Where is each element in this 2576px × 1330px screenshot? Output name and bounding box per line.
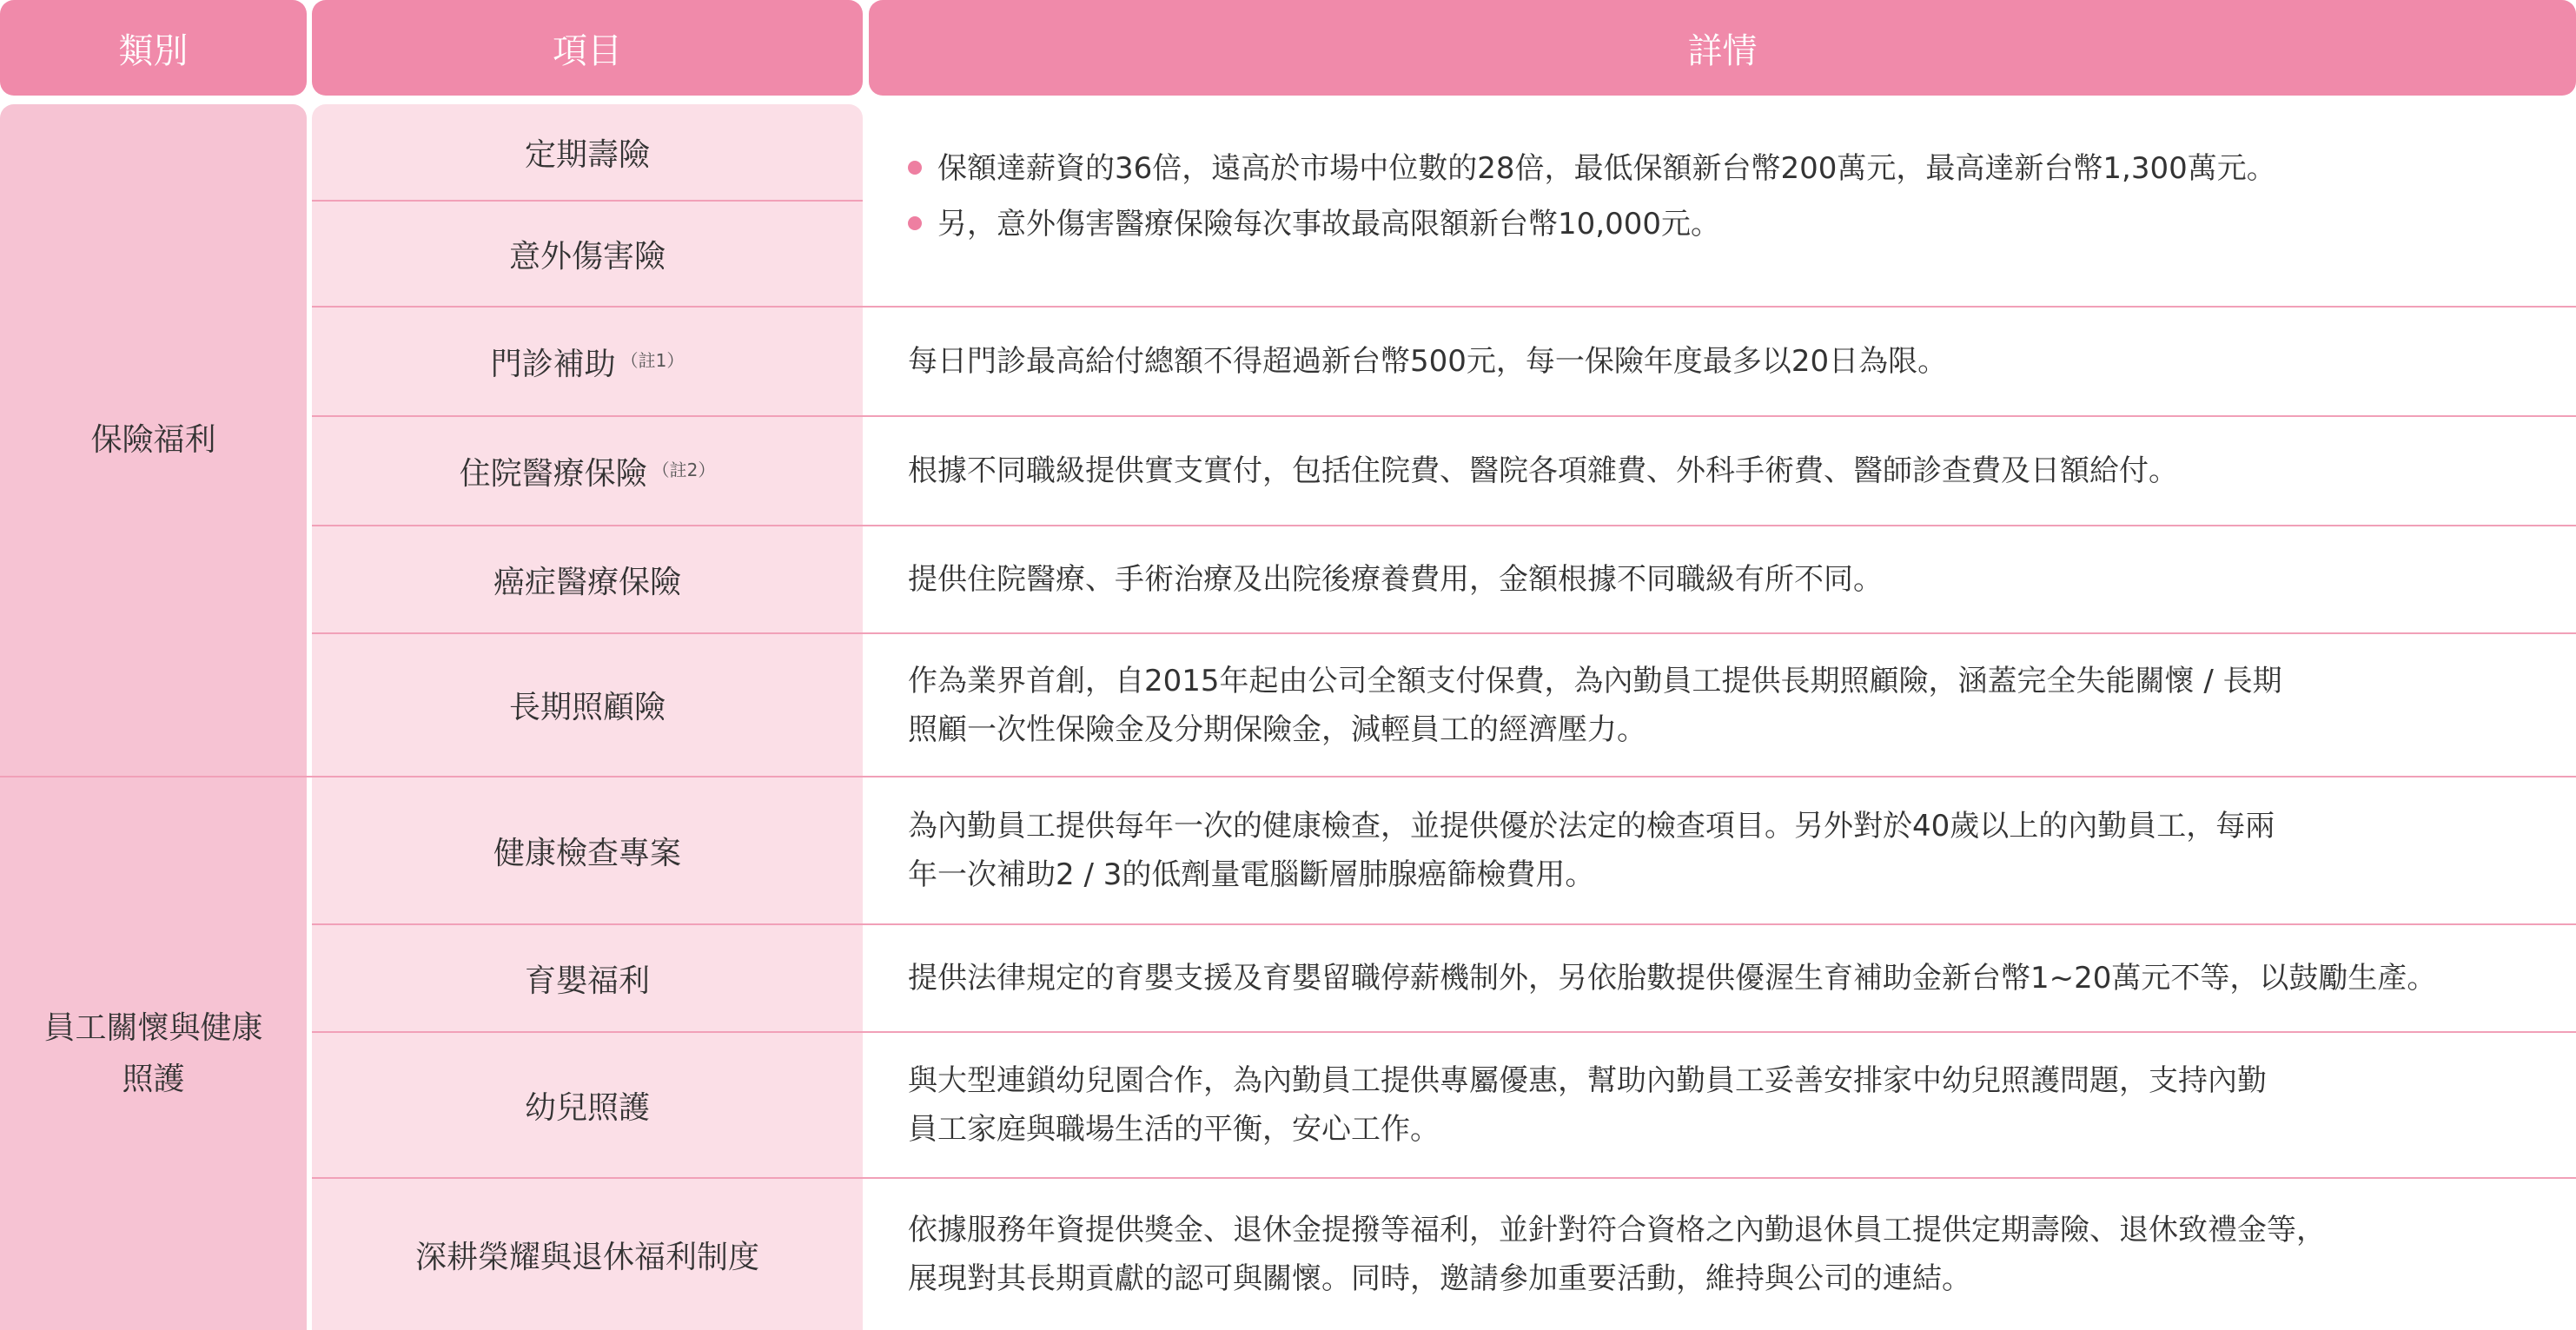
detail-life-accident [908, 104, 2559, 306]
detail-outpatient: 每日門診最高給付總額不得超過新台幣500元，每一保險年度最多以20日為限。 [908, 344, 1948, 379]
item-hospital [312, 417, 863, 525]
bullet-dot-icon [908, 216, 922, 230]
header-detail-label: 詳情 [1687, 30, 1758, 71]
item-term-life-label: 定期壽險 [524, 136, 650, 173]
item-cancer [312, 526, 863, 632]
item-parental-label: 育嬰福利 [524, 963, 650, 999]
detail-cancer: 提供住院醫療、手術治療及出院後療養費用，金額根據不同職級有所不同。 [908, 562, 1883, 597]
header-item [312, 0, 863, 96]
item-term-life [312, 104, 863, 200]
item-accident-label: 意外傷害險 [508, 238, 666, 275]
item-outpatient [312, 308, 863, 415]
detail-childcare: 與大型連鎖幼兒園合作，為內勤員工提供專屬優惠，幫助內勤員工妥善安排家中幼兒照護問題，支持內勤 員工家庭與職場生活的平衡，安心工作。 [908, 1063, 2267, 1147]
category-insurance-label: 保險福利 [90, 421, 216, 458]
row-divider [312, 200, 863, 202]
item-childcare-label: 幼兒照護 [524, 1089, 650, 1126]
header-category [0, 0, 307, 96]
category-care [0, 777, 307, 1330]
item-long-term-care-label: 長期照顧險 [508, 690, 666, 725]
row-divider [312, 1031, 2576, 1033]
item-hospital-note: （註2） [652, 459, 716, 480]
item-accident [312, 202, 863, 306]
item-health-check [312, 777, 863, 923]
detail-retirement: 依據服務年資提供獎金、退休金提撥等福利，並針對符合資格之內勤退休員工提供定期壽險、退休致禮金等， 展現對其長期貢獻的認可與關懷。同時，邀請參加重要活動，維持與公司的連結。 [908, 1213, 2326, 1296]
detail-health-check: 為內勤員工提供每年一次的健康檢查，並提供優於法定的檢查項目。另外對於40歲以上的內勤員工，每兩 年一次補助2 / 3的低劑量電腦斷層肺腺癌篩檢費用。 [908, 809, 2275, 892]
category-insurance [0, 104, 307, 776]
item-cancer-label: 癌症醫療保險 [493, 564, 681, 600]
section-divider [0, 776, 2576, 777]
item-long-term-care [312, 634, 863, 776]
item-childcare [312, 1033, 863, 1177]
row-divider [312, 1177, 2576, 1179]
header-category-label: 類別 [118, 30, 189, 71]
detail-hospital: 根據不同職級提供實支實付，包括住院費、醫院各項雜費、外科手術費、醫師診查費及日額給付。 [908, 453, 2178, 488]
row-divider [312, 923, 2576, 925]
category-care-label: 員工關懷與健康 照護 [43, 1009, 263, 1097]
detail-long-term-care: 作為業界首創，自2015年起由公司全額支付保費，為內勤員工提供長期照顧險，涵蓋完全失能關懷 / 長期 照顧一次性保險金及分期保險金，減輕員工的經濟壓力。 [908, 663, 2282, 747]
row-divider [312, 632, 2576, 634]
detail-bullet: 保額達薪資的36倍，遠高於市場中位數的28倍，最低保額新台幣200萬元，最高達新台幣1,300萬元。 [908, 144, 2559, 193]
header-item-label: 項目 [553, 30, 622, 71]
item-retirement [312, 1179, 863, 1330]
item-parental [312, 925, 863, 1031]
item-health-check-label: 健康檢查專案 [493, 835, 681, 871]
detail-bullet: 另，意外傷害醫療保險每次事故最高限額新台幣10,000元。 [908, 200, 2559, 248]
item-retirement-label: 深耕榮耀與退休福利制度 [414, 1239, 759, 1275]
row-divider [312, 415, 2576, 417]
detail-parental: 提供法律規定的育嬰支援及育嬰留職停薪機制外，另依胎數提供優渥生育補助金新台幣1~20萬元不等，以鼓勵生產。 [908, 961, 2437, 996]
header-detail [869, 0, 2576, 96]
item-outpatient-label: 門診補助 [490, 346, 616, 382]
bullet-dot-icon [908, 161, 922, 175]
item-hospital-label: 住院醫療保險 [459, 455, 647, 492]
row-divider [312, 306, 2576, 308]
row-divider [312, 525, 2576, 526]
item-outpatient-note: （註1） [620, 349, 685, 371]
